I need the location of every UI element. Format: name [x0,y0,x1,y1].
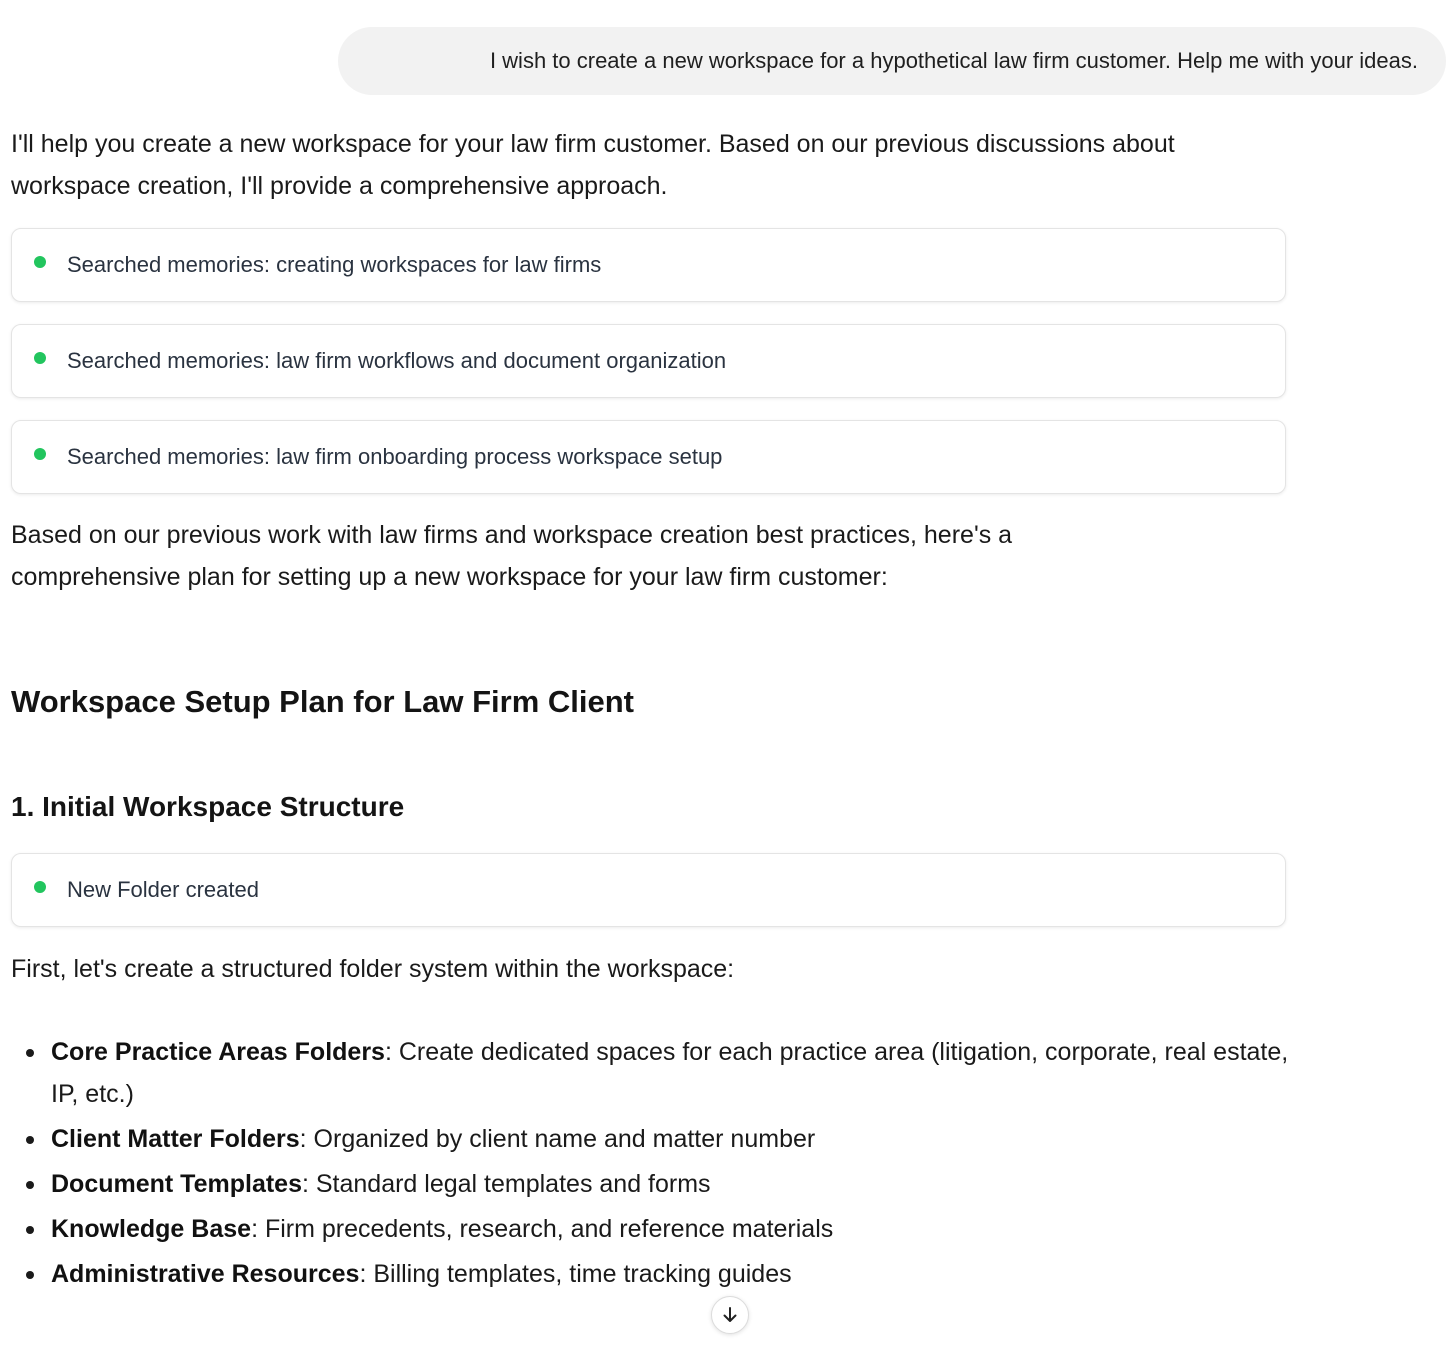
arrow-down-icon [720,1305,740,1325]
list-item [51,1208,1291,1250]
tool-call-label: Searched memories: law firm onboarding process workspace setup [67,444,723,469]
plan-heading: Workspace Setup Plan for Law Firm Client [11,684,634,719]
section-intro: First, let's create a structured folder system within the workspace: [11,955,735,983]
list-item-desc: : Standard legal templates and forms [301,1170,711,1198]
list-item [51,1031,1291,1115]
scroll-to-bottom-button[interactable] [711,1296,749,1334]
tool-call-card[interactable] [11,853,1286,927]
list-item-term: Client Matter Folders [51,1125,300,1153]
status-dot-icon [34,448,46,460]
tool-call-card[interactable] [11,324,1286,398]
tool-call-label: Searched memories: creating workspaces for law firms [67,252,602,277]
section-heading: 1. Initial Workspace Structure [11,791,405,822]
status-dot-icon [34,256,46,268]
tool-call-card[interactable] [11,228,1286,302]
plan-intro: Based on our previous work with law firms and workspace creation best practices, here's a comprehensive plan for setting up a new workspace for your law firm customer: [11,521,1013,591]
tool-call-card[interactable] [11,420,1286,494]
list-item [51,1163,1291,1205]
assistant-intro: I'll help you create a new workspace for your law firm customer. Based on our previous discussions about workspace creation, I'll provide a comprehensive approach. [11,130,1175,200]
list-item-term: Document Templates [51,1170,302,1198]
tool-call-label: New Folder created [67,877,259,902]
user-message-text: I wish to create a new workspace for a hypothetical law firm customer. Help me with your ideas. [489,48,1418,73]
list-item-term: Core Practice Areas Folders [51,1038,385,1066]
list-item-term: Administrative Resources [51,1260,360,1288]
list-item-desc: : Create dedicated spaces for each practice area (litigation, corporate, real estate, IP, etc.) [51,1038,1289,1108]
list-item-desc: : Billing templates, time tracking guides [359,1260,792,1288]
list-item [51,1118,1291,1160]
status-dot-icon [34,881,46,893]
list-item [51,1253,1291,1295]
list-item-desc: : Firm precedents, research, and reference materials [251,1215,834,1243]
folder-list [51,1031,1291,1298]
user-message-bubble [338,27,1446,95]
list-item-desc: : Organized by client name and matter number [299,1125,816,1153]
tool-call-label: Searched memories: law firm workflows and document organization [67,348,727,373]
list-item-term: Knowledge Base [51,1215,252,1243]
status-dot-icon [34,352,46,364]
